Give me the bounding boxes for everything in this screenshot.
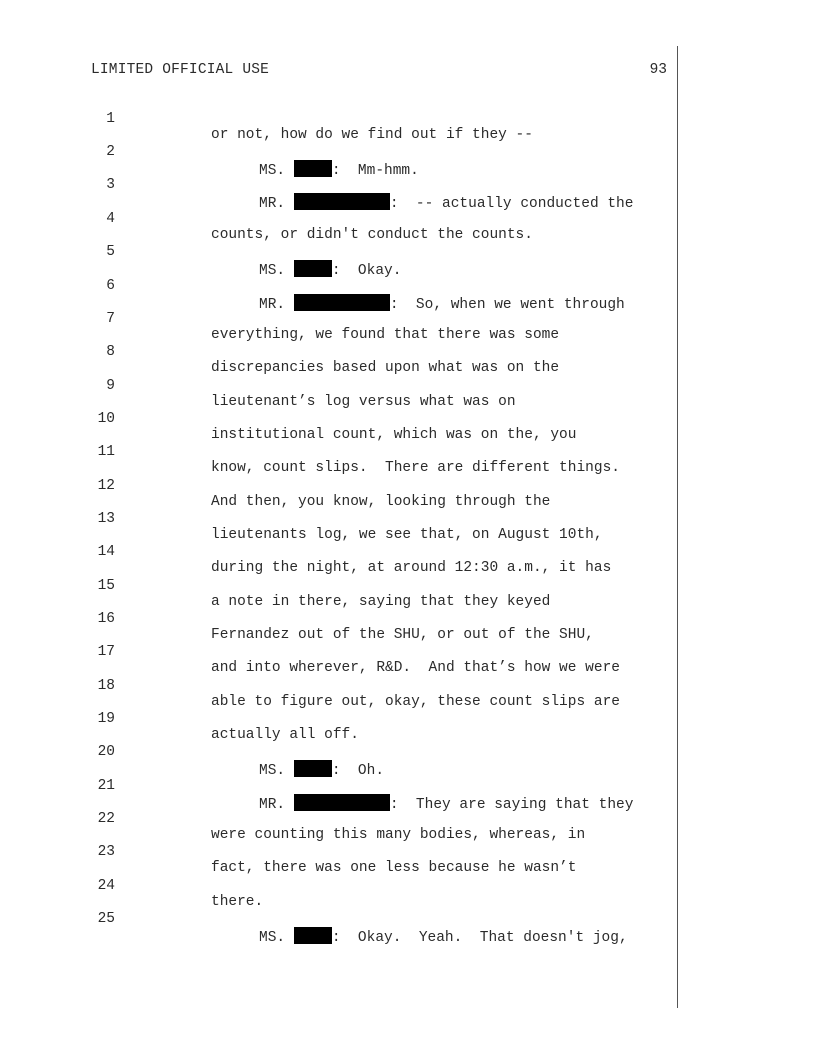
line-text: know, count slips. There are different things. [211, 460, 620, 476]
transcript-line [0, 395, 816, 443]
line-number: 19 [97, 711, 115, 727]
speaker-title: MS. [259, 163, 286, 179]
line-text: lieutenant’s log versus what was on [211, 394, 516, 410]
transcript-line [0, 228, 816, 279]
page-number: 93 [649, 62, 667, 78]
line-number: 25 [97, 911, 115, 927]
line-text: : So, when we went through [389, 297, 625, 313]
line-text: : Mm-hmm. [331, 163, 419, 179]
transcript-line [0, 362, 816, 410]
line-number: 10 [97, 411, 115, 427]
line-number: 2 [106, 144, 115, 160]
speaker-title: MR. [259, 797, 286, 813]
line-text: institutional count, which was on the, you [211, 427, 577, 443]
speaker-title: MS. [259, 930, 286, 946]
line-number: 7 [106, 311, 115, 327]
line-text: everything, we found that there was some [211, 327, 560, 343]
transcript-line [0, 295, 816, 343]
transcript-line [0, 195, 816, 243]
line-number: 11 [97, 444, 115, 460]
line-number: 12 [97, 478, 115, 494]
transcript-line [0, 262, 816, 313]
speaker-title: MR. [259, 196, 286, 212]
line-number: 17 [97, 644, 115, 660]
line-text: able to figure out, okay, these count slips are [211, 694, 620, 710]
line-text: Fernandez out of the SHU, or out of the SHU, [211, 627, 594, 643]
transcript-line [0, 828, 816, 876]
line-text: : Okay. Yeah. That doesn't jog, [331, 930, 628, 946]
line-number: 8 [106, 344, 115, 360]
line-number: 24 [97, 878, 115, 894]
line-text: : Okay. [331, 263, 402, 279]
transcript-line [0, 762, 816, 813]
transcript-line [0, 462, 816, 510]
transcript-line [0, 795, 816, 843]
line-text: : They are saying that they [389, 797, 634, 813]
line-text: fact, there was one less because he wasn’t [211, 860, 577, 876]
transcript-line [0, 862, 816, 910]
transcript-line [0, 628, 816, 676]
line-text: lieutenants log, we see that, on August 10th, [211, 527, 603, 543]
header-classification: LIMITED OFFICIAL USE [91, 62, 270, 78]
transcript-line [0, 662, 816, 710]
line-number: 5 [106, 244, 115, 260]
transcript-line [0, 95, 816, 143]
transcript-line [0, 428, 816, 476]
line-text: a note in there, saying that they keyed [211, 594, 551, 610]
line-number: 3 [106, 177, 115, 193]
line-text: actually all off. [211, 727, 359, 743]
line-text: discrepancies based upon what was on the [211, 360, 560, 376]
redaction-block [294, 927, 332, 944]
transcript-line [0, 728, 816, 779]
line-number: 20 [97, 744, 115, 760]
line-number: 22 [97, 811, 115, 827]
line-text: during the night, at around 12:30 a.m., it has [211, 560, 612, 576]
line-number: 21 [97, 778, 115, 794]
line-text: were counting this many bodies, whereas, in [211, 827, 586, 843]
line-number: 9 [106, 378, 115, 394]
line-text: : -- actually conducted the [389, 196, 634, 212]
speaker-title: MS. [259, 263, 286, 279]
transcript-line [0, 328, 816, 376]
line-number: 16 [97, 611, 115, 627]
line-text: or not, how do we find out if they -- [211, 127, 533, 143]
transcript-line [0, 128, 816, 179]
line-text: counts, or didn't conduct the counts. [211, 227, 533, 243]
transcript-line [0, 161, 816, 212]
transcript-line [0, 595, 816, 643]
line-number: 4 [106, 211, 115, 227]
line-text: And then, you know, looking through the [211, 494, 551, 510]
line-number: 6 [106, 278, 115, 294]
line-number: 18 [97, 678, 115, 694]
line-number: 15 [97, 578, 115, 594]
line-text: there. [211, 894, 264, 910]
transcript-line [0, 528, 816, 576]
transcript-line [0, 895, 816, 946]
speaker-title: MS. [259, 763, 286, 779]
line-number: 13 [97, 511, 115, 527]
line-text: and into wherever, R&D. And that’s how we were [211, 660, 620, 676]
transcript-line [0, 495, 816, 543]
line-text: : Oh. [331, 763, 385, 779]
line-number: 14 [97, 544, 115, 560]
speaker-title: MR. [259, 297, 286, 313]
transcript-line [0, 695, 816, 743]
line-number: 1 [106, 111, 115, 127]
line-number: 23 [97, 844, 115, 860]
speaker-line [259, 927, 628, 946]
transcript-line [0, 562, 816, 610]
